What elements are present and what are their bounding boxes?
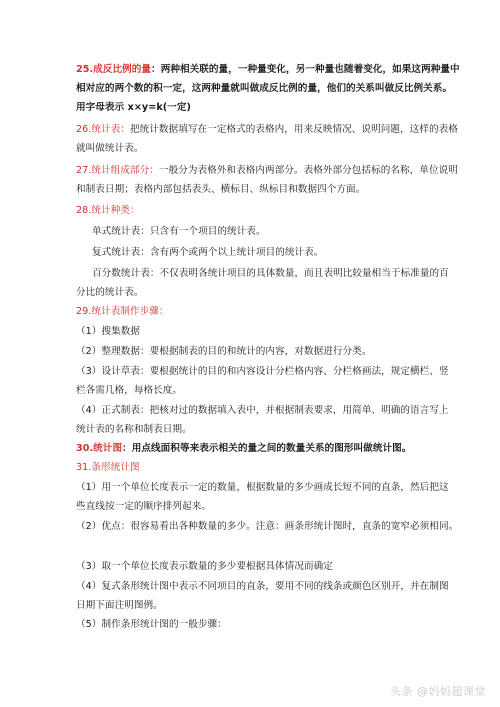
s27-text1: 一般分为表格外和表格内两部分。表格外部分包括标的名称，单位说明 [158, 165, 458, 176]
s29-step1: （1）搜集数据 [76, 326, 141, 337]
s25-text1: 两种相关联的量，一种量变化，另一种量也随着变化，如果这两种量中 [160, 64, 460, 75]
s28-percent-line1: 百分数统计表：不仅表明各统计项目的具体数量，而且表明比较量相当于标准量的百 [92, 268, 449, 279]
s27-heading: 27.统计组成部分： [76, 165, 159, 176]
s29-step4-line2: 统计表的名称和制表日期。 [76, 424, 192, 435]
s29-step2: （2）整理数据：要根据制表的目的和统计的内容，对数据进行分类。 [76, 346, 372, 357]
s25-line1 [76, 64, 460, 76]
s31-heading: 31.条形统计图 [76, 462, 140, 473]
s31-p2: （2）优点：很容易看出各种数量的多少。注意：画条形统计图时，直条的宽窄必须相同。 [76, 521, 459, 532]
s30-text: ：用点线面积等来表示相关的量之间的数量关系的图形叫做统计图。 [122, 443, 412, 454]
s28-heading: 28.统计种类： [76, 205, 140, 216]
s30-term: 统计图 [93, 443, 123, 454]
s29-heading: 29.统计表制作步骤： [76, 306, 169, 317]
s31-p4-line2: 日期下面注明图例。 [76, 600, 163, 611]
s27-line1 [76, 165, 458, 177]
s31-p1-line1: （1）用一个单位长度表示一定的数量，根据数量的多少画成长短不同的直条，然后把这 [76, 482, 449, 493]
s27-text2: 和制表日期；表格内部包括表头、横标目、纵标目和数据四个方面。 [76, 184, 366, 195]
s28-compound: 复式统计表：含有两个或两个以上统计项目的统计表。 [92, 247, 324, 258]
watermark: 头条 @妈妈超课堂 [390, 685, 486, 698]
s26-text2: 就叫做统计表。 [76, 143, 144, 154]
s26-text1: 把统计数据填写在一定格式的表格内，用来反映情况、说明问题，这样的表格 [129, 124, 458, 135]
s25-text2: 相对应的两个数的积一定，这两种量就叫做成反比例的量，他们的关系叫做反比例关系。 [76, 83, 453, 94]
s26-heading: 26.统计表： [76, 124, 130, 135]
s31-p3: （3）取一个单位长度表示数量的多少要根据具体情况而确定 [76, 561, 333, 572]
s31-p4-line1: （4）复式条形统计图中表示不同项目的直条，要用不同的线条或颜色区别开，并在制图 [76, 581, 449, 592]
s29-step4-line1: （4）正式制表：把核对过的数据填入表中，并根据制表要求，用简单、明确的语言写上 [76, 405, 449, 416]
s25-colon: ： [151, 64, 161, 75]
s29-step3-line1: （3）设计草表：要根据统计的目的和内容设计分栏格内容、分栏格画法，规定横栏、竖 [76, 366, 449, 377]
s26-line1 [76, 124, 458, 136]
s30-line [76, 443, 436, 455]
s25-term: 成反比例的量 [93, 64, 152, 75]
s28-percent-line2: 分比的统计表。 [76, 287, 144, 298]
s31-p1-line2: 些直线按一定的顺序排列起来。 [76, 501, 212, 512]
s28-single: 单式统计表：只含有一个项目的统计表。 [92, 226, 266, 237]
s25-number: 25. [76, 64, 94, 75]
s29-step3-line2: 栏各需几格，每格长度。 [76, 385, 183, 396]
s31-p5: （5）制作条形统计图的一般步骤： [76, 619, 227, 630]
s25-formula: 用字母表示 x×y=k(一定) [76, 102, 191, 113]
s30-number: 30. [76, 443, 94, 454]
